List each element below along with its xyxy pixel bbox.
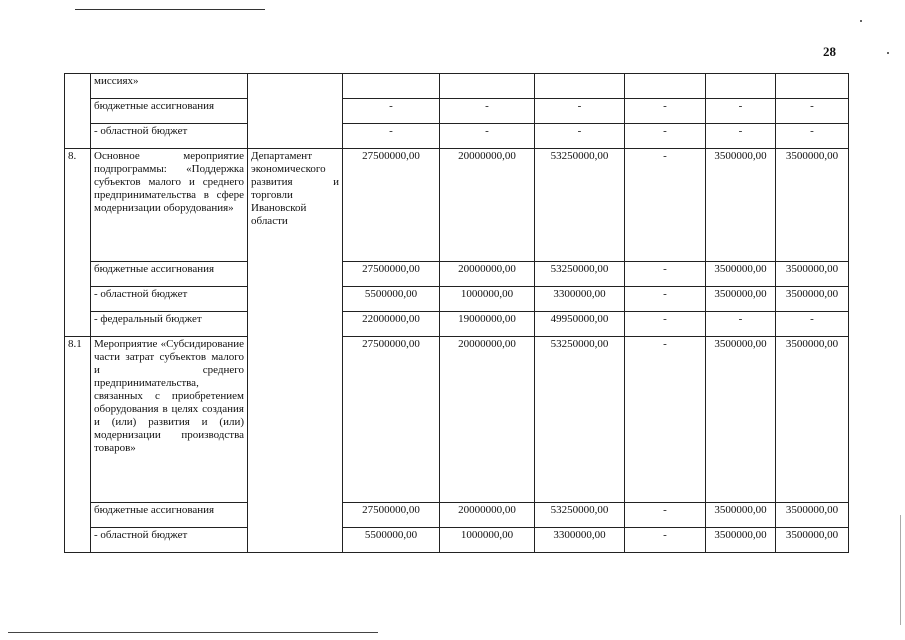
row-label: Мероприятие «Субсидирование части затрат субъектов малого и среднего предпринимательства, связанных с приобретением оборудования в целях создания и (или) развития и (или) модернизации производства товаров» (91, 337, 248, 503)
value-cell: - (535, 99, 625, 124)
value-cell: 5500000,00 (343, 287, 440, 312)
value-cell: - (625, 287, 706, 312)
value-cell: 19000000,00 (440, 312, 535, 337)
value-cell: 3500000,00 (706, 528, 776, 553)
value-cell: 27500000,00 (343, 262, 440, 287)
value-cell: - (625, 503, 706, 528)
value-cell: 3500000,00 (776, 262, 849, 287)
value-cell: - (625, 124, 706, 149)
value-cell: 20000000,00 (440, 503, 535, 528)
value-cell: - (776, 99, 849, 124)
value-cell: 3500000,00 (706, 262, 776, 287)
value-cell: 3500000,00 (706, 503, 776, 528)
value-cell: 20000000,00 (440, 337, 535, 503)
table-row (65, 287, 849, 312)
value-cell: 22000000,00 (343, 312, 440, 337)
value-cell: 3500000,00 (776, 528, 849, 553)
value-cell: - (440, 124, 535, 149)
value-cell: - (343, 99, 440, 124)
table-row (65, 74, 849, 99)
value-cell: 53250000,00 (535, 262, 625, 287)
value-cell: 3500000,00 (706, 337, 776, 503)
value-cell: 3500000,00 (776, 287, 849, 312)
scan-speck (860, 20, 862, 22)
table-row (65, 528, 849, 553)
value-cell: - (776, 124, 849, 149)
value-cell (776, 74, 849, 99)
value-cell: 5500000,00 (343, 528, 440, 553)
value-cell: - (625, 99, 706, 124)
value-cell: 3300000,00 (535, 287, 625, 312)
table-row (65, 337, 849, 503)
row-label: - областной бюджет (91, 528, 248, 553)
value-cell: - (625, 149, 706, 262)
executor-cell: Департамент экономического развития и торговли Ивановской области (248, 149, 343, 553)
bottom-rule (8, 632, 378, 633)
table-row (65, 99, 849, 124)
table-row (65, 124, 849, 149)
value-cell (625, 74, 706, 99)
row-label: - федеральный бюджет (91, 312, 248, 337)
scan-edge-line (900, 515, 901, 625)
row-label: бюджетные ассигнования (91, 262, 248, 287)
page-number: 28 (823, 44, 836, 59)
value-cell (535, 74, 625, 99)
value-cell: 1000000,00 (440, 287, 535, 312)
item-number-cell: 8. (65, 149, 91, 337)
value-cell: 53250000,00 (535, 503, 625, 528)
value-cell: 27500000,00 (343, 503, 440, 528)
value-cell (706, 74, 776, 99)
value-cell: - (706, 312, 776, 337)
value-cell: - (625, 312, 706, 337)
table-row (65, 312, 849, 337)
value-cell: 27500000,00 (343, 337, 440, 503)
value-cell: 27500000,00 (343, 149, 440, 262)
value-cell: - (625, 262, 706, 287)
value-cell: 53250000,00 (535, 337, 625, 503)
item-number-cell: 8.1 (65, 337, 91, 553)
value-cell: 3300000,00 (535, 528, 625, 553)
value-cell: 20000000,00 (440, 149, 535, 262)
executor-cell (248, 74, 343, 149)
table-row (65, 503, 849, 528)
value-cell: 3500000,00 (706, 287, 776, 312)
value-cell (343, 74, 440, 99)
row-label: бюджетные ассигнования (91, 503, 248, 528)
value-cell: - (706, 99, 776, 124)
value-cell: - (776, 312, 849, 337)
value-cell: - (625, 337, 706, 503)
value-cell: - (706, 124, 776, 149)
value-cell: - (625, 528, 706, 553)
row-label: Основное мероприятие подпрограммы: «Поддержка субъектов малого и среднего предпринимательства в сфере модернизации оборудования» (91, 149, 248, 262)
value-cell: 49950000,00 (535, 312, 625, 337)
value-cell: 53250000,00 (535, 149, 625, 262)
row-label: - областной бюджет (91, 124, 248, 149)
value-cell: - (343, 124, 440, 149)
table-row (65, 262, 849, 287)
value-cell: 3500000,00 (776, 149, 849, 262)
table-row (65, 149, 849, 262)
item-number-cell (65, 74, 91, 149)
scan-speck (887, 52, 889, 54)
row-label: миссиях» (91, 74, 248, 99)
value-cell: 3500000,00 (776, 337, 849, 503)
value-cell: - (440, 99, 535, 124)
value-cell: 3500000,00 (706, 149, 776, 262)
row-label: бюджетные ассигнования (91, 99, 248, 124)
value-cell: 3500000,00 (776, 503, 849, 528)
budget-table (64, 73, 849, 553)
top-rule (75, 9, 265, 10)
row-label: - областной бюджет (91, 287, 248, 312)
value-cell: 20000000,00 (440, 262, 535, 287)
value-cell: 1000000,00 (440, 528, 535, 553)
value-cell (440, 74, 535, 99)
value-cell: - (535, 124, 625, 149)
